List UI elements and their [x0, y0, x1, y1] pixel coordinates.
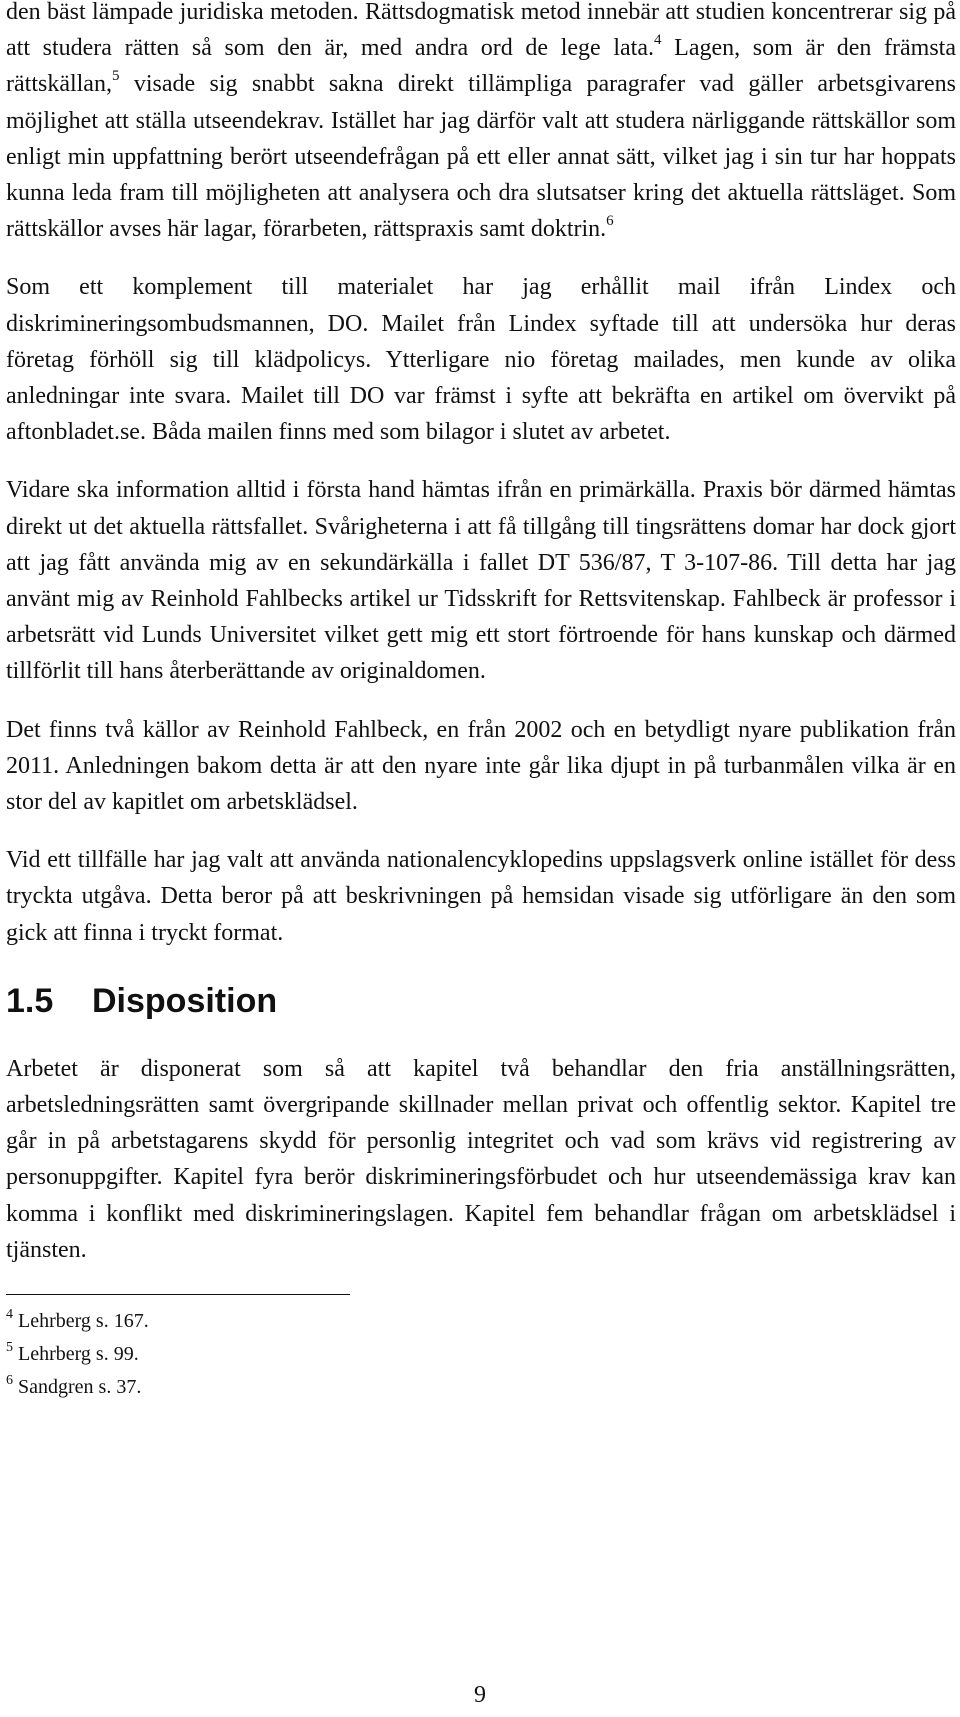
paragraph: [6, 0, 956, 247]
section-number: 1.5: [6, 981, 54, 1020]
page-number: 9: [474, 1682, 486, 1708]
section-title: Disposition: [92, 981, 278, 1020]
body-text: [6, 0, 956, 951]
paragraph-text: visade sig snabbt sakna direkt tillämpliga paragrafer vad gäller arbetsgivarens möjlighet att ställa utseendekrav. Istället har jag därför valt att studera närliggande rättskällor som enligt min uppfattning berört utseendefrågan på ett eller annat sätt, vilket jag i sin tur har hoppats kunna leda fram till möjligheten att analysera och dra slutsatser kring det aktuella rättsläget. Som rättskällor avses här lagar, förarbeten, rättspraxis samt doktrin.: [6, 71, 956, 243]
paragraph-text: den bäst lämpade juridiska metoden. Rättsdogmatisk metod innebär att studien koncentrerar sig på att studera rätten så som den är, med andra ord de lege lata.: [6, 0, 956, 62]
footnote-number: 4: [6, 1307, 13, 1323]
section-heading: [6, 981, 956, 1045]
paragraph: [6, 842, 956, 951]
paragraph-text: Lagen, som är den främsta rättskällan,: [6, 35, 957, 98]
paragraph-text: Vidare ska information alltid i första hand hämtas ifrån en primärkälla. Praxis bör därmed hämtas direkt ut det aktuella rättsfallet. Svårigheterna i att få tillgång till tingsrättens domar har dock gjort att jag fått använda mig av en sekundärkälla i fallet DT 536/87, T 3-107-86. Till detta har jag använt mig av Reinhold Fahlbecks artikel ur Tidsskrift for Rettsvitenskap. Fahlbeck är professor i arbetsrätt vid Lunds Universitet vilket gett mig ett stort förtroende för hans kunskap och därmed tillförlit till hans återberättande av originaldomen.: [6, 477, 956, 685]
footnote-number: 6: [6, 1373, 13, 1389]
footnote: [6, 1338, 956, 1371]
footnote-separator: [6, 1294, 350, 1295]
paragraph-text: Det finns två källor av Reinhold Fahlbeck, en från 2002 och en betydligt nyare publikation från 2011. Anledningen bakom detta är att den nyare inte går lika djupt in på turbanmålen vilka är en stor del av kapitlet om arbetsklädsel.: [6, 716, 956, 816]
footnote-text: Lehrberg s. 167.: [13, 1310, 149, 1333]
paragraph: [6, 712, 956, 821]
footnotes: [6, 1305, 956, 1404]
paragraph: [6, 472, 956, 689]
footnote: [6, 1371, 956, 1404]
footnote-number: 5: [6, 1340, 13, 1356]
footnote-text: Lehrberg s. 99.: [13, 1343, 139, 1366]
footnote-text: Sandgren s. 37.: [13, 1376, 142, 1399]
footnote-reference[interactable]: 6: [606, 213, 614, 230]
disposition-paragraph: Arbetet är disponerat som så att kapitel två behandlar den fria anställningsrätten, arbetsledningsrätten samt övergripande skillnader mellan privat och offentlig sektor. Kapitel tre går in på arbetstagarens skydd för personlig integritet och vad som krävs vid registrering av personuppgifter. Kapitel fyra berör diskrimineringsförbudet och hur utseendemässiga krav kan komma i konflikt med diskrimineringslagen. Kapitel fem behandlar frågan om arbetsklädsel i tjänsten.: [6, 1055, 956, 1263]
paragraph-text: Som ett komplement till materialet har jag erhållit mail ifrån Lindex och diskrimineringsombudsmannen, DO. Mailet från Lindex syftade till att undersöka hur deras företag förhöll sig till klädpolicys. Ytterligare nio företag mailades, men kunde av olika anledningar inte svara. Mailet till DO var främst i syfte att bekräfta en artikel om övervikt på aftonbladet.se. Båda mailen finns med som bilagor i slutet av arbetet.: [6, 274, 956, 446]
footnote-reference[interactable]: 4: [654, 32, 662, 49]
footnote: [6, 1305, 956, 1338]
footnote-reference[interactable]: 5: [111, 68, 120, 85]
paragraph-text: Vid ett tillfälle har jag valt att använda nationalencyklopedins uppslagsverk online istället för dess tryckta utgåva. Detta beror på att beskrivningen på hemsidan visade sig utförligare än den som gick att finna i tryckt format.: [6, 847, 956, 946]
paragraph: [6, 269, 956, 450]
document-page: [6, 0, 956, 1404]
